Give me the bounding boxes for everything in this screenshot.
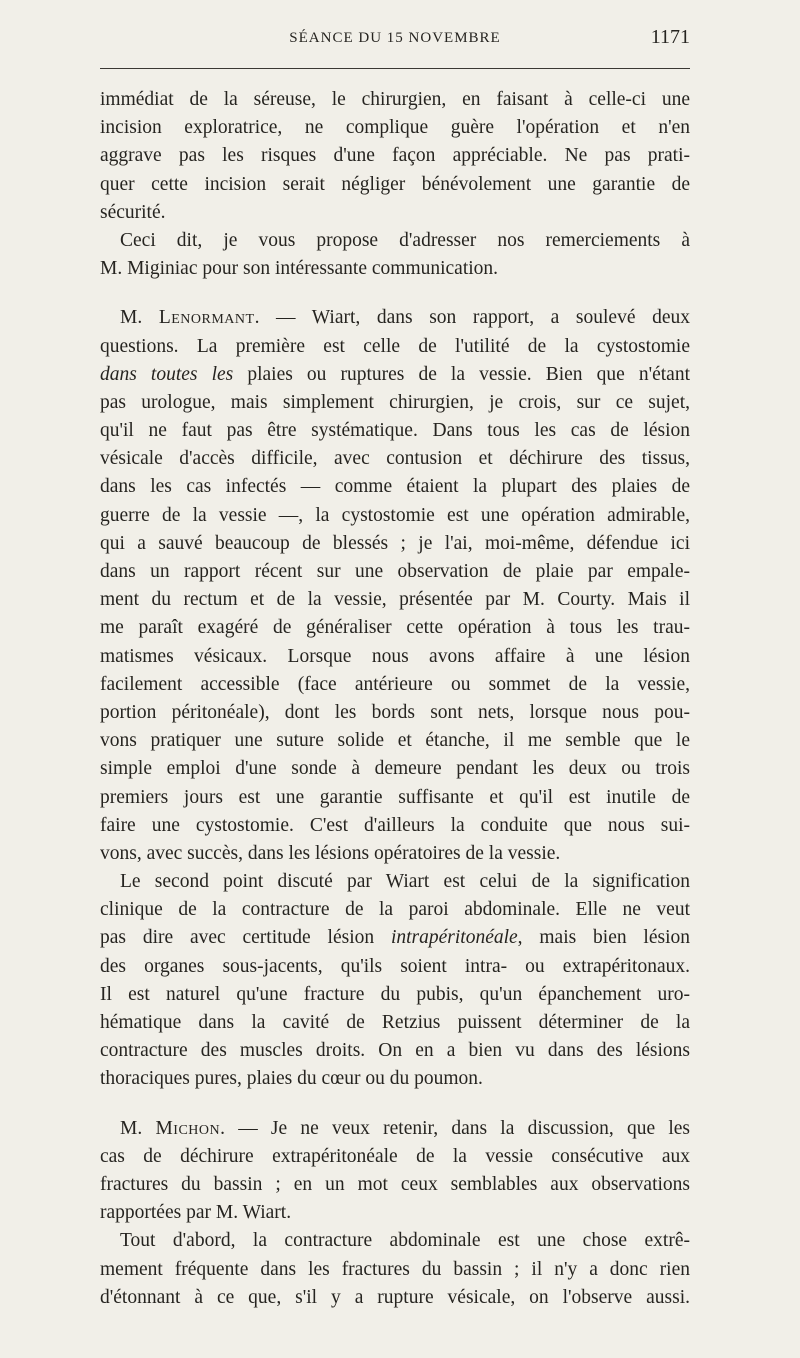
text-line: ment du rectum et de la vessie, présentée par M. Courty. Mais il bbox=[100, 589, 690, 611]
page-body bbox=[100, 86, 690, 1312]
text-line: sécurité. bbox=[100, 201, 166, 223]
text-line: qui a sauvé beaucoup de blessés ; je l'ai, moi-même, défendue ici bbox=[100, 532, 690, 554]
italic-segment: dans toutes les bbox=[100, 363, 234, 385]
speaker-name: Lenormant bbox=[158, 307, 255, 329]
page-number: 1171 bbox=[650, 26, 690, 48]
text-line: Il est naturel qu'une fracture du pubis, qu'un épanchement uro- bbox=[100, 983, 690, 1005]
text-line: clinique de la contracture de la paroi abdominale. Elle ne veut bbox=[100, 899, 690, 921]
text-segment: , mais bien lésion bbox=[517, 927, 690, 949]
text-line: incision exploratrice, ne complique guère l'opération et n'en bbox=[100, 117, 690, 139]
text-line: quer cette incision serait négliger bénévolement une garantie de bbox=[100, 173, 690, 195]
text-line: Tout d'abord, la contracture abdominale est une chose extrê- bbox=[120, 1230, 690, 1252]
text-line: immédiat de la séreuse, le chirurgien, en faisant à celle-ci une bbox=[100, 89, 690, 110]
text-line: hématique dans la cavité de Retzius puissent déterminer de la bbox=[100, 1012, 690, 1033]
text-line: vons, avec succès, dans les lésions opératoires de la vessie. bbox=[100, 842, 561, 864]
speaker-prefix: M. bbox=[120, 307, 159, 329]
text-line bbox=[100, 924, 690, 952]
text-line: cas de déchirure extrapéritonéale de la vessie consécutive aux bbox=[100, 1145, 690, 1167]
text-line: matismes vésicaux. Lorsque nous avons affaire à une lésion bbox=[100, 645, 690, 667]
text-line: me paraît exagéré de généraliser cette opération à tous les trau- bbox=[100, 617, 690, 639]
text-line bbox=[100, 304, 690, 332]
text-line: qu'il ne faut pas être systématique. Dans tous les cas de lésion bbox=[100, 420, 690, 442]
header-rule bbox=[100, 68, 690, 69]
text-line: Le second point discuté par Wiart est celui de la signification bbox=[120, 871, 690, 893]
text-line: Ceci dit, je vous propose d'adresser nos remerciements à bbox=[120, 229, 690, 251]
text-segment: . — Je ne veux retenir, dans la discussion, que les bbox=[220, 1117, 690, 1139]
text-line: aggrave pas les risques d'une façon appréciable. Ne pas prati- bbox=[100, 145, 690, 167]
intervention-michon bbox=[100, 1115, 690, 1312]
text-line: des organes sous-jacents, qu'ils soient intra- ou extrapéritonaux. bbox=[100, 955, 690, 977]
text-line: guerre de la vessie —, la cystostomie est une opération admirable, bbox=[100, 504, 690, 526]
paragraph bbox=[100, 86, 690, 227]
text-segment: plaies ou ruptures de la vessie. Bien que n'étant bbox=[233, 363, 690, 385]
text-segment: pas dire avec certitude lésion bbox=[100, 927, 391, 949]
speaker-name: Michon bbox=[155, 1117, 221, 1139]
text-line: d'étonnant à ce que, s'il y a rupture vésicale, on l'observe aussi. bbox=[100, 1286, 690, 1308]
paragraph bbox=[100, 227, 690, 283]
text-line: pas urologue, mais simplement chirurgien, je crois, sur ce sujet, bbox=[100, 391, 690, 413]
speaker-prefix: M. bbox=[120, 1117, 156, 1139]
text-line: faire une cystostomie. C'est d'ailleurs la conduite que nous sui- bbox=[100, 814, 690, 836]
text-line: premiers jours est une garantie suffisante et qu'il est inutile de bbox=[100, 786, 690, 808]
text-line: fractures du bassin ; en un mot ceux semblables aux observations bbox=[100, 1173, 690, 1195]
text-line bbox=[100, 361, 690, 389]
italic-segment: intrapéritonéale bbox=[390, 927, 518, 949]
intervention-lenormant bbox=[100, 304, 690, 1093]
running-title: SÉANCE DU 15 NOVEMBRE bbox=[289, 30, 501, 46]
text-segment: . — Wiart, dans son rapport, a soulevé deux bbox=[254, 307, 690, 329]
text-line: questions. La première est celle de l'utilité de la cystostomie bbox=[100, 335, 690, 357]
text-line: simple emploi d'une sonde à demeure pendant les deux ou trois bbox=[100, 758, 690, 780]
text-line: contracture des muscles droits. On en a bien vu dans des lésions bbox=[100, 1040, 690, 1062]
text-line: rapportées par M. Wiart. bbox=[100, 1202, 292, 1224]
text-line: dans les cas infectés — comme étaient la plupart des plaies de bbox=[100, 476, 690, 498]
text-line: vésicale d'accès difficile, avec contusion et déchirure des tissus, bbox=[100, 448, 690, 470]
text-line: mement fréquente dans les fractures du bassin ; il n'y a donc rien bbox=[100, 1258, 690, 1280]
text-line bbox=[100, 1115, 690, 1143]
text-line: portion péritonéale), dont les bords sont nets, lorsque nous pou- bbox=[100, 701, 690, 723]
text-line: thoraciques pures, plaies du cœur ou du poumon. bbox=[100, 1068, 483, 1090]
text-line: M. Miginiac pour son intéressante communication. bbox=[100, 258, 499, 280]
page-header bbox=[100, 22, 690, 52]
text-line: dans un rapport récent sur une observation de plaie par empale- bbox=[100, 561, 690, 582]
text-line: facilement accessible (face antérieure ou sommet de la vessie, bbox=[100, 673, 690, 695]
text-line: vons pratiquer une suture solide et étanche, il me semble que le bbox=[100, 730, 690, 752]
